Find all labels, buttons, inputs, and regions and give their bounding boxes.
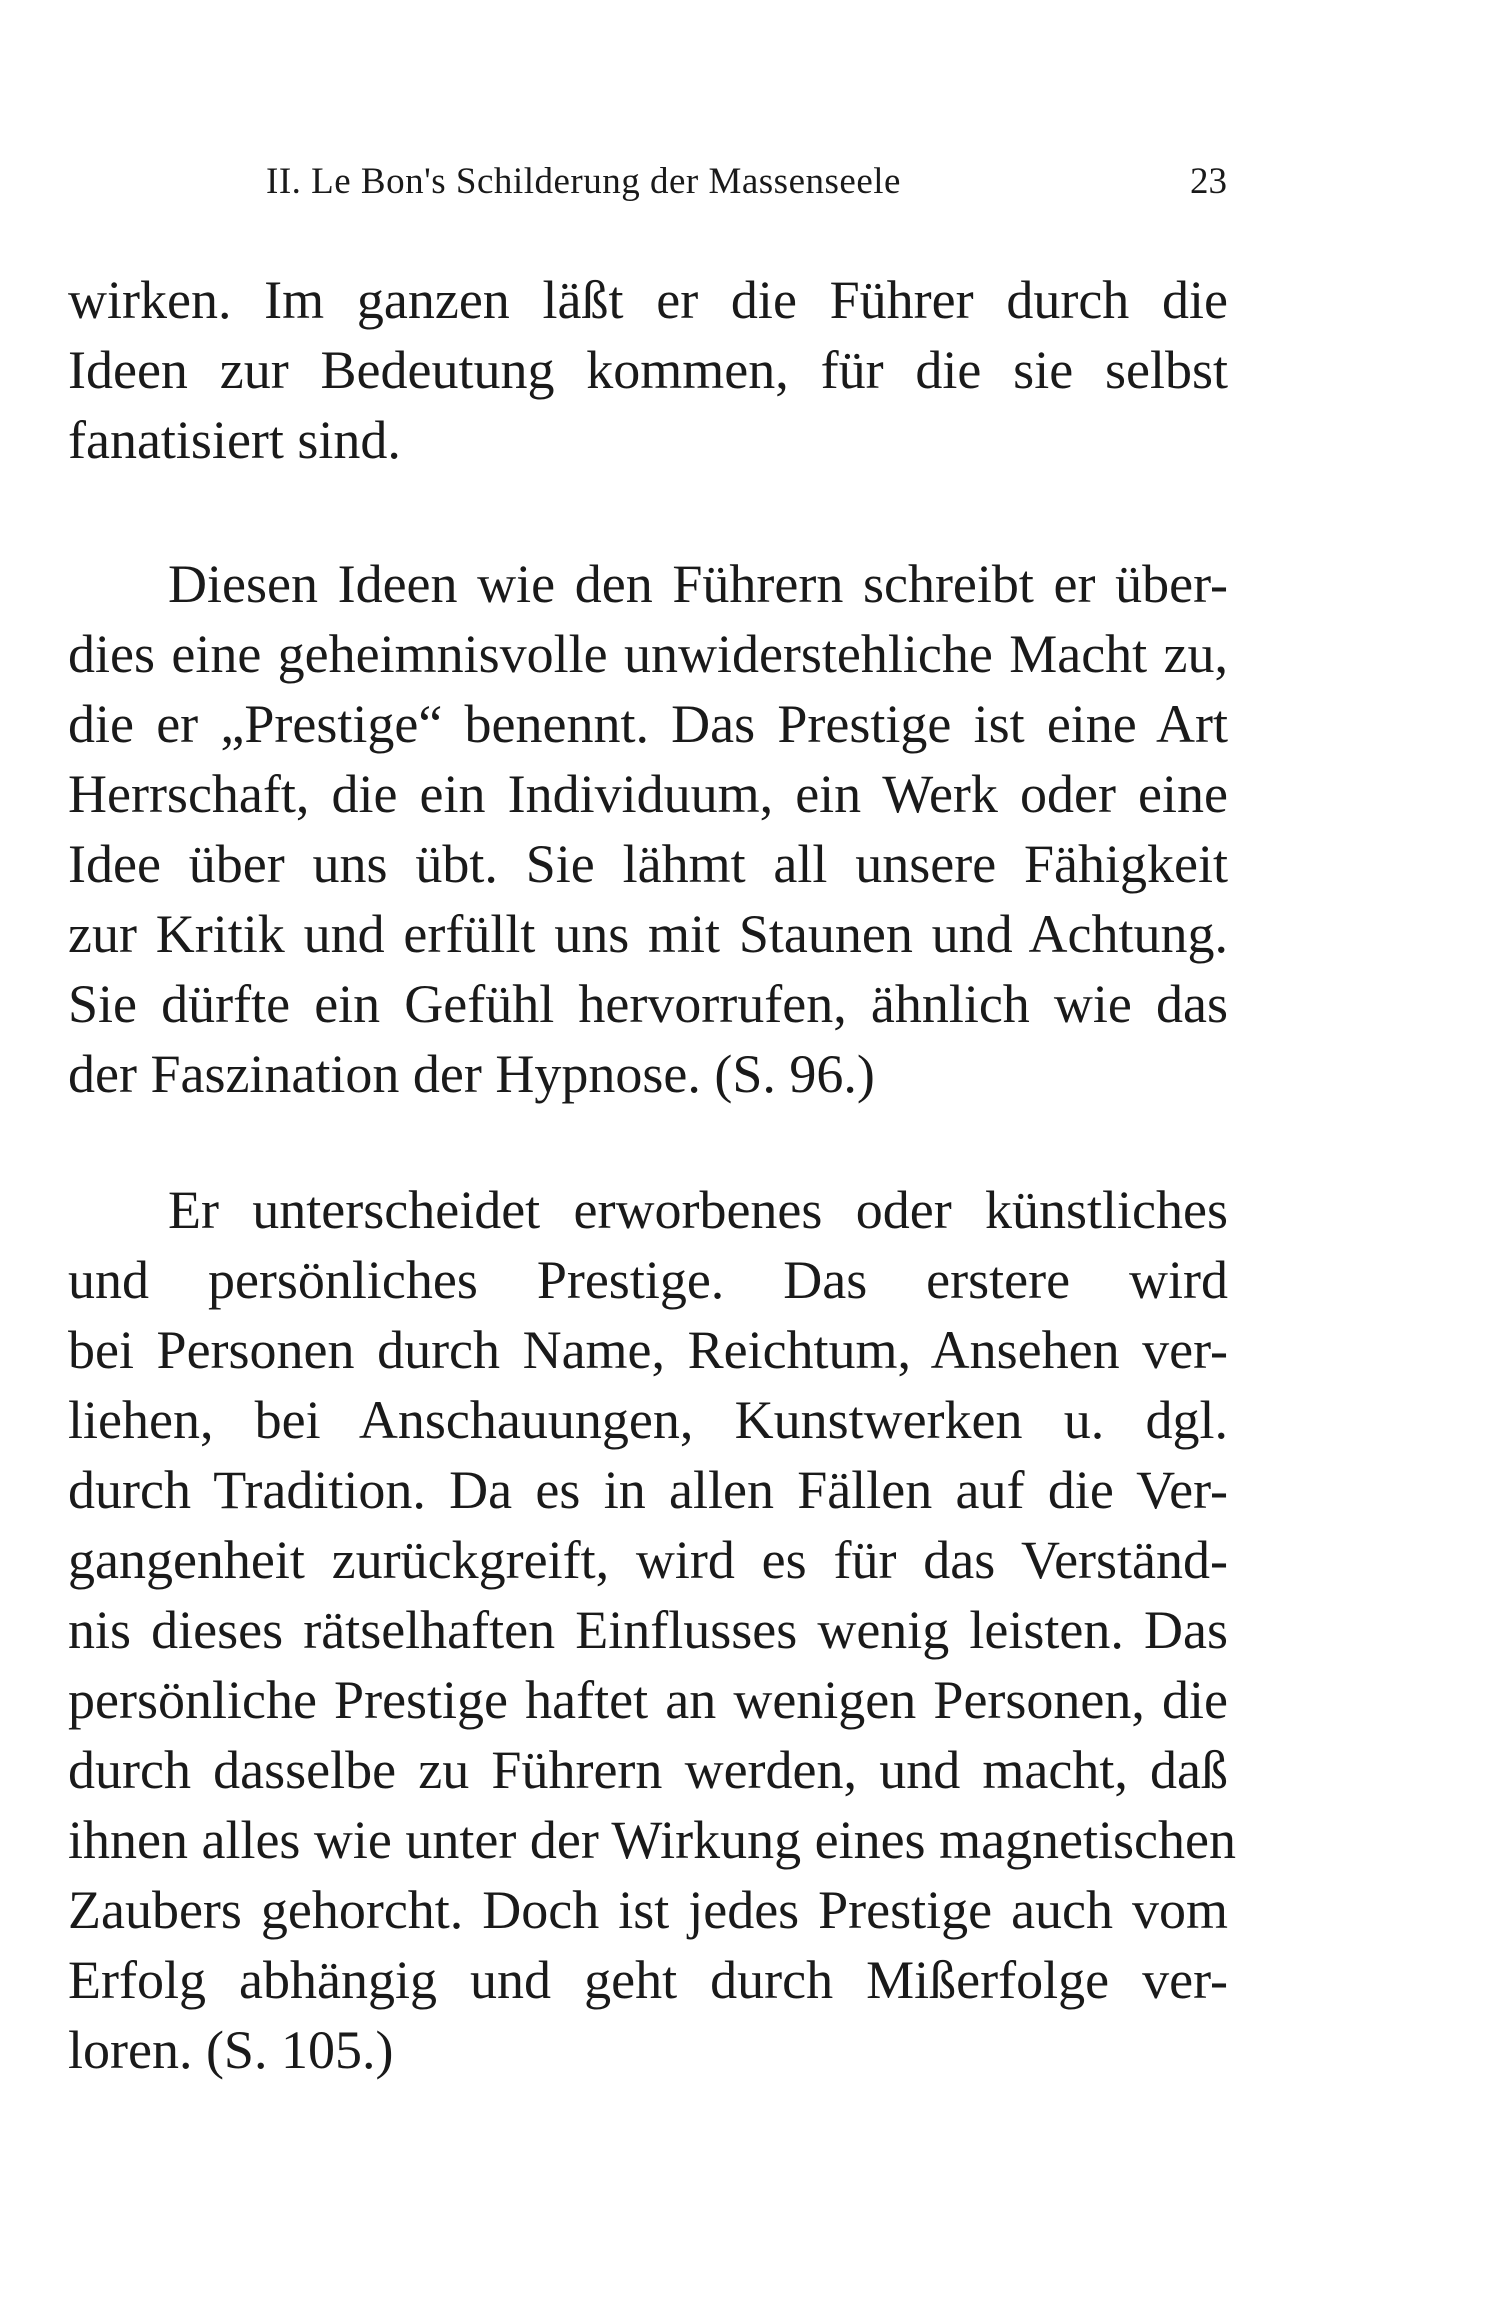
text-line: Zaubers gehorcht. Doch ist jedes Prestige auch vom: [68, 1880, 1228, 1940]
text-line: liehen, bei Anschauungen, Kunstwerken u. dgl.: [68, 1390, 1228, 1450]
text-line: Diesen Ideen wie den Führern schreibt er über-: [168, 554, 1228, 614]
text-line: loren. (S. 105.): [68, 2020, 394, 2080]
text-line: Herrschaft, die ein Individuum, ein Werk oder eine: [68, 764, 1228, 824]
text-line: die er „Prestige“ benennt. Das Prestige ist eine Art: [68, 694, 1228, 754]
text-line: durch dasselbe zu Führern werden, und macht, daß: [68, 1740, 1228, 1800]
text-line: bei Personen durch Name, Reichtum, Ansehen ver-: [68, 1320, 1228, 1380]
text-line: der Faszination der Hypnose. (S. 96.): [68, 1044, 875, 1104]
paragraph-3: [68, 1175, 1236, 2085]
page-header: [0, 160, 1496, 220]
text-line: persönliche Prestige haftet an wenigen Personen, die: [68, 1670, 1228, 1730]
text-line: nis dieses rätselhaften Einflusses wenig leisten. Das: [68, 1600, 1228, 1660]
text-line: und persönliches Prestige. Das erstere wird: [68, 1250, 1228, 1310]
text-line: Sie dürfte ein Gefühl hervorrufen, ähnlich wie das: [68, 974, 1228, 1034]
text-line: Erfolg abhängig und geht durch Mißerfolge ver-: [68, 1950, 1228, 2010]
text-line: Ideen zur Bedeutung kommen, für die sie selbst: [68, 340, 1228, 400]
text-line: zur Kritik und erfüllt uns mit Staunen und Achtung.: [68, 904, 1228, 964]
text-line: durch Tradition. Da es in allen Fällen auf die Ver-: [68, 1460, 1228, 1520]
page-number: 23: [1190, 161, 1227, 202]
text-line: Er unterscheidet erworbenes oder künstliches: [168, 1180, 1228, 1240]
paragraph-1: [68, 265, 1228, 475]
running-head: II. Le Bon's Schilderung der Massenseele: [266, 161, 901, 202]
text-line: wirken. Im ganzen läßt er die Führer durch die: [68, 270, 1228, 330]
text-line: fanatisiert sind.: [68, 410, 401, 470]
text-line: ihnen alles wie unter der Wirkung eines magnetischen: [68, 1810, 1236, 1870]
text-line: gangenheit zurückgreift, wird es für das Verständ-: [68, 1530, 1228, 1590]
paragraph-2: [68, 549, 1228, 1109]
text-line: Idee über uns übt. Sie lähmt all unsere Fähigkeit: [68, 834, 1228, 894]
body-text: [68, 265, 1236, 2085]
text-line: dies eine geheimnisvolle unwiderstehliche Macht zu,: [68, 624, 1228, 684]
